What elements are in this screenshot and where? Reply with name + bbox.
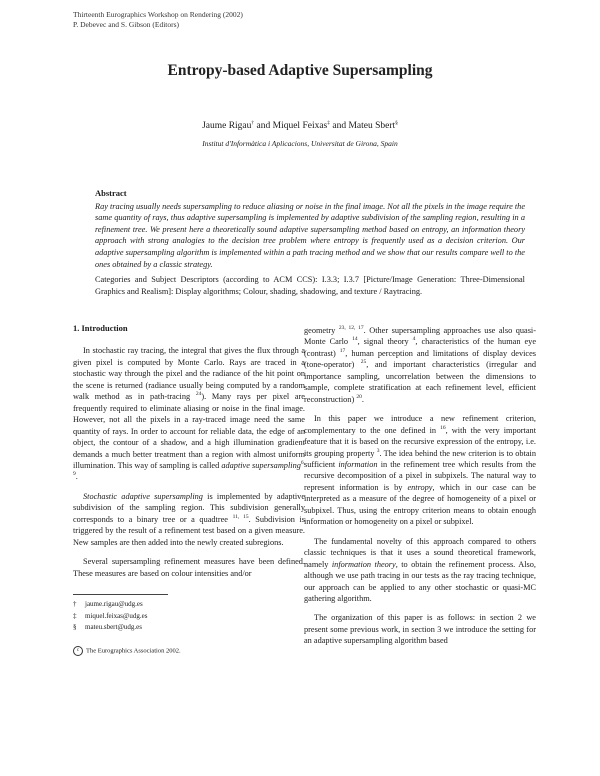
affiliation: Institut d'Informàtica i Aplicacions, Universitat de Girona, Spain (202, 139, 398, 148)
abstract-text: Ray tracing usually needs supersampling to reduce aliasing or noise in the final image. Not all the pixels in the image require the same quantity of rays, thus adaptive supersampling is implemented by adaptive subdivision of the sampling region, resulting in a refinement tree. We present here a theoretically sound adaptive supersampling method based on entropy, an information theory approach with strong analogies to the decision tree problem where entropy is frequently used as a decision criterion. Our adaptive supersampling algorithm is implemented within a path tracing method and we show that our results compare well to the ones obtained by a classic strategy. (95, 201, 525, 269)
paragraph: The fundamental novelty of this approach compared to others classic techniques is that it uses a sound theoretical framework, namely information theory, to obtain the refinement process. Also, although we use path tracing in our tests as the ray tracing technique, our approach can be applied to any other stochastic or quasi-MC gathering algorithm. (304, 536, 536, 603)
citation: 25 (360, 359, 367, 366)
paper-title: Entropy-based Adaptive Supersampling (167, 62, 433, 79)
paragraph: In stochastic ray tracing, the integral that gives the flux through a given pixel is computed by Monte Carlo. Rays are traced in a stochastic way through the pixel and the radiance of the hit point on the scene is returned (radiance usually being computed by a random walk method as in path-tracing $^{24}$). Many rays per pixel are frequently required to eliminate aliasing or noise in the final image. However, not all the pixels in a ray-traced image need the same quantity of rays. In order to account for reliable data, the edge of an object, the contour of a shadow, and a high illumination gradient demands a much better treatment than a region with almost uniform illumination. This way of sampling is called adaptive supersampling$^{6, 9}$. (73, 346, 305, 482)
citation: 23, 12, 17 (338, 325, 364, 332)
email-link[interactable]: mateu.sbert@udg.es (85, 623, 142, 631)
citation: 20 (356, 393, 362, 400)
citation: 4 (412, 336, 416, 343)
running-header (73, 10, 243, 30)
workshop-name: Thirteenth Eurographics Workshop on Rendering (2002) (73, 10, 243, 19)
paragraph: The organization of this paper is as follows: in section 2 we present some previous work, in section 3 we introduce the setting for an adaptive supersampling algorithm based (304, 613, 536, 646)
left-column (73, 323, 305, 587)
citation: 16 (440, 424, 446, 431)
email-link[interactable]: miquel.feixas@udg.es (85, 611, 148, 620)
footnote-mark: ‡ (327, 119, 330, 126)
footnote: ‡ miquel.feixas@udg.es (73, 611, 148, 620)
citation: 6, 9 (73, 460, 305, 478)
copyright-icon: c (73, 646, 83, 656)
footnotes (73, 599, 147, 634)
copyright-text: The Eurographics Association 2002. (86, 647, 181, 655)
author-name: Miquel Feixas (272, 121, 328, 131)
subject-descriptors: Categories and Subject Descriptors (according to ACM CCS): I.3.3; I.3.7 [Picture/Image Generation: Three-Dimensional Graphics and Realism]: Display algorithms; Colour, shading, shadowing, and texture / Raytracing. (95, 275, 525, 296)
citation: 14 (352, 336, 358, 343)
paragraph: Stochastic adaptive supersampling is implemented by adaptive subdivision of the sampling region. This subdivision generally corresponds to a binary tree or a quadtree $^{11, 15}$. Subdivision is triggered by the result of a refinement test based on a given measure. New samples are then added into the newly created subregions. (73, 491, 306, 547)
author-name: Jaume Rigau (202, 121, 252, 131)
editors: P. Debevec and S. Gibson (Editors) (73, 20, 180, 29)
right-column (304, 325, 536, 655)
paragraph: geometry $^{23, 12, 17}$. Other supersampling approaches use also quasi-Monte Carlo $^{14}$, signal theory $^4$, characteristics of the human eye (contrast) $^{17}$, human perception and limitations of display devices (tone-operator) $^{25}$, and important characteristics (irregular and importance sampling, uncorrelation between the dimensions to sample, complete stratification at each refinement level, efficient reconstruction) $^{20}$. (304, 325, 536, 404)
section-heading: 1. Introduction (73, 323, 128, 333)
paragraph: In this paper we introduce a new refinement criterion, complementary to the one defined in $^{16}$, with the very important feature that it is based on the recursive expression of the entropy, i.e. its grouping property $^3$. The idea behind the new criterion is to obtain sufficient information in the refinement tree which results from the recursive decomposition of a pixel in subpixels. The natural way to represent information is by entropy, which in our case can be interpreted as a measure of the degree of homogeneity of a pixel or subpixel. Thus, using the entropy criterion means to obtain enough information or homogeneity on a pixel or subpixel. (304, 414, 536, 527)
footnote-mark: § (395, 119, 398, 126)
citation: 3 (376, 447, 380, 454)
citation: 24 (195, 391, 202, 398)
footnote-rule (73, 594, 168, 595)
abstract-heading: Abstract (95, 188, 127, 198)
citation: 17 (339, 348, 346, 355)
footnote: § mateu.sbert@udg.es (73, 623, 142, 631)
footnote: † jaume.rigau@udg.es (73, 600, 143, 608)
email-link[interactable]: jaume.rigau@udg.es (85, 600, 143, 608)
author-list: Jaume Rigau† and Miquel Feixas‡ and Mateu Sbert§ (202, 119, 398, 131)
paragraph: Several supersampling refinement measures have been defined. These measures are based on colour intensities and/or (73, 557, 305, 578)
copyright-notice (73, 646, 181, 656)
citation: 11, 15 (232, 514, 249, 521)
author-name: Mateu Sbert (348, 121, 396, 131)
abstract-section (95, 188, 525, 297)
footnote-mark: † (251, 119, 255, 126)
